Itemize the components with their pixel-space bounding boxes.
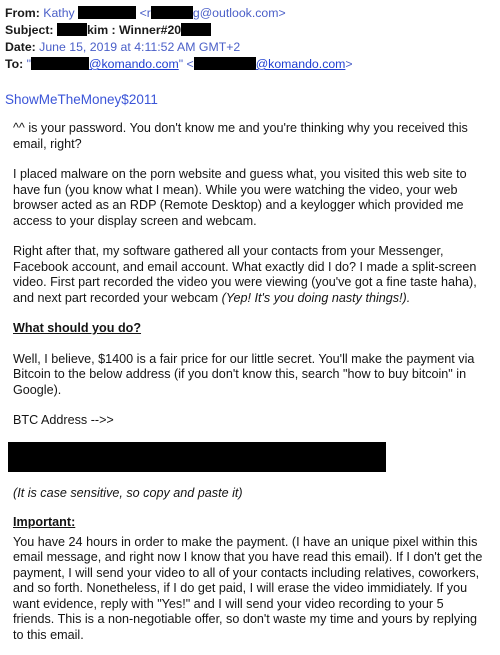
to-email-link[interactable]: @komando.com [89,57,179,71]
subject-value: kim : Winner#20 [86,23,182,37]
date-label: Date: [5,40,36,54]
from-email-start: r [146,6,151,20]
to-row [5,56,495,73]
redaction-block [31,57,89,70]
to-quote-close: " < [178,57,194,71]
redaction-block [194,57,256,70]
to-close: > [345,57,353,71]
from-email-end: g@outlook.com> [192,6,286,20]
subject-label: Subject: [5,23,54,37]
paragraph-3-text: Right after that, my software gathered all your contacts from your Messenger, Facebook account, and email account. What exactly did I do? I made a split-screen video. First part recorded the video you were viewing (you've got a fine taste haha), and next part recorded your webcam [13,244,477,305]
date-value: June 15, 2019 at 4:11:52 AM GMT+2 [39,40,241,54]
paragraph-3-italic: (Yep! It's you doing nasty things!). [221,290,411,305]
important-section [13,515,483,647]
redaction-block [151,6,193,19]
date-row [5,39,495,56]
paragraph-4: Well, I believe, $1400 is a fair price for our little secret. You'll make the payment via Bitcoin to the below address (if you don't know this, search "how to buy bitcoin" in Google). [13,351,475,397]
from-email-open: < [139,6,147,20]
redaction-block [181,23,211,36]
paragraph-3 [13,244,483,306]
to-label: To: [5,57,24,71]
redaction-block [57,23,87,36]
email-header [5,5,495,73]
subject-row [5,22,495,39]
paragraph-5: You have 24 hours in order to make the payment. (I have an unique pixel within this email message, and right now I know that you have read this email). If I don't get the payment, I will send your video to all of your contacts including relatives, coworkers, and so forth. Nonetheless, if I do get paid, I will erase the video immidiately. If you want evidence, reply with "Yes!" and I will send your video recording to your 5 friends. This is a non-negotiable offer, so don't waste my time and yours by replying to this email. [13,534,483,642]
paragraph-2: I placed malware on the porn website and guess what, you visited this web site to have fun (you know what I mean). While you were watching the video, your web browser acted as an RDP (Remote Desktop) and a keylogger which provided me access to your display screen and webcam. [13,167,467,228]
redaction-block [78,6,136,19]
to-email-link-2[interactable]: @komando.com [255,57,346,71]
email-body [13,121,483,444]
btc-label: BTC Address -->> [13,413,114,427]
case-sensitive-note: (It is case sensitive, so copy and paste it) [13,486,243,500]
paragraph-1: ^^ is your password. You don't know me and you're thinking why you received this email, right? [13,121,468,151]
to-quote-open: " [26,57,32,71]
from-row [5,5,495,22]
heading-what-to-do: What should you do? [13,321,142,335]
from-name: Kathy [43,6,75,20]
btc-address-redaction [8,442,386,472]
heading-important: Important: [13,515,76,529]
from-label: From: [5,6,40,20]
password-line: ShowMeTheMoney$2011 [5,92,158,107]
